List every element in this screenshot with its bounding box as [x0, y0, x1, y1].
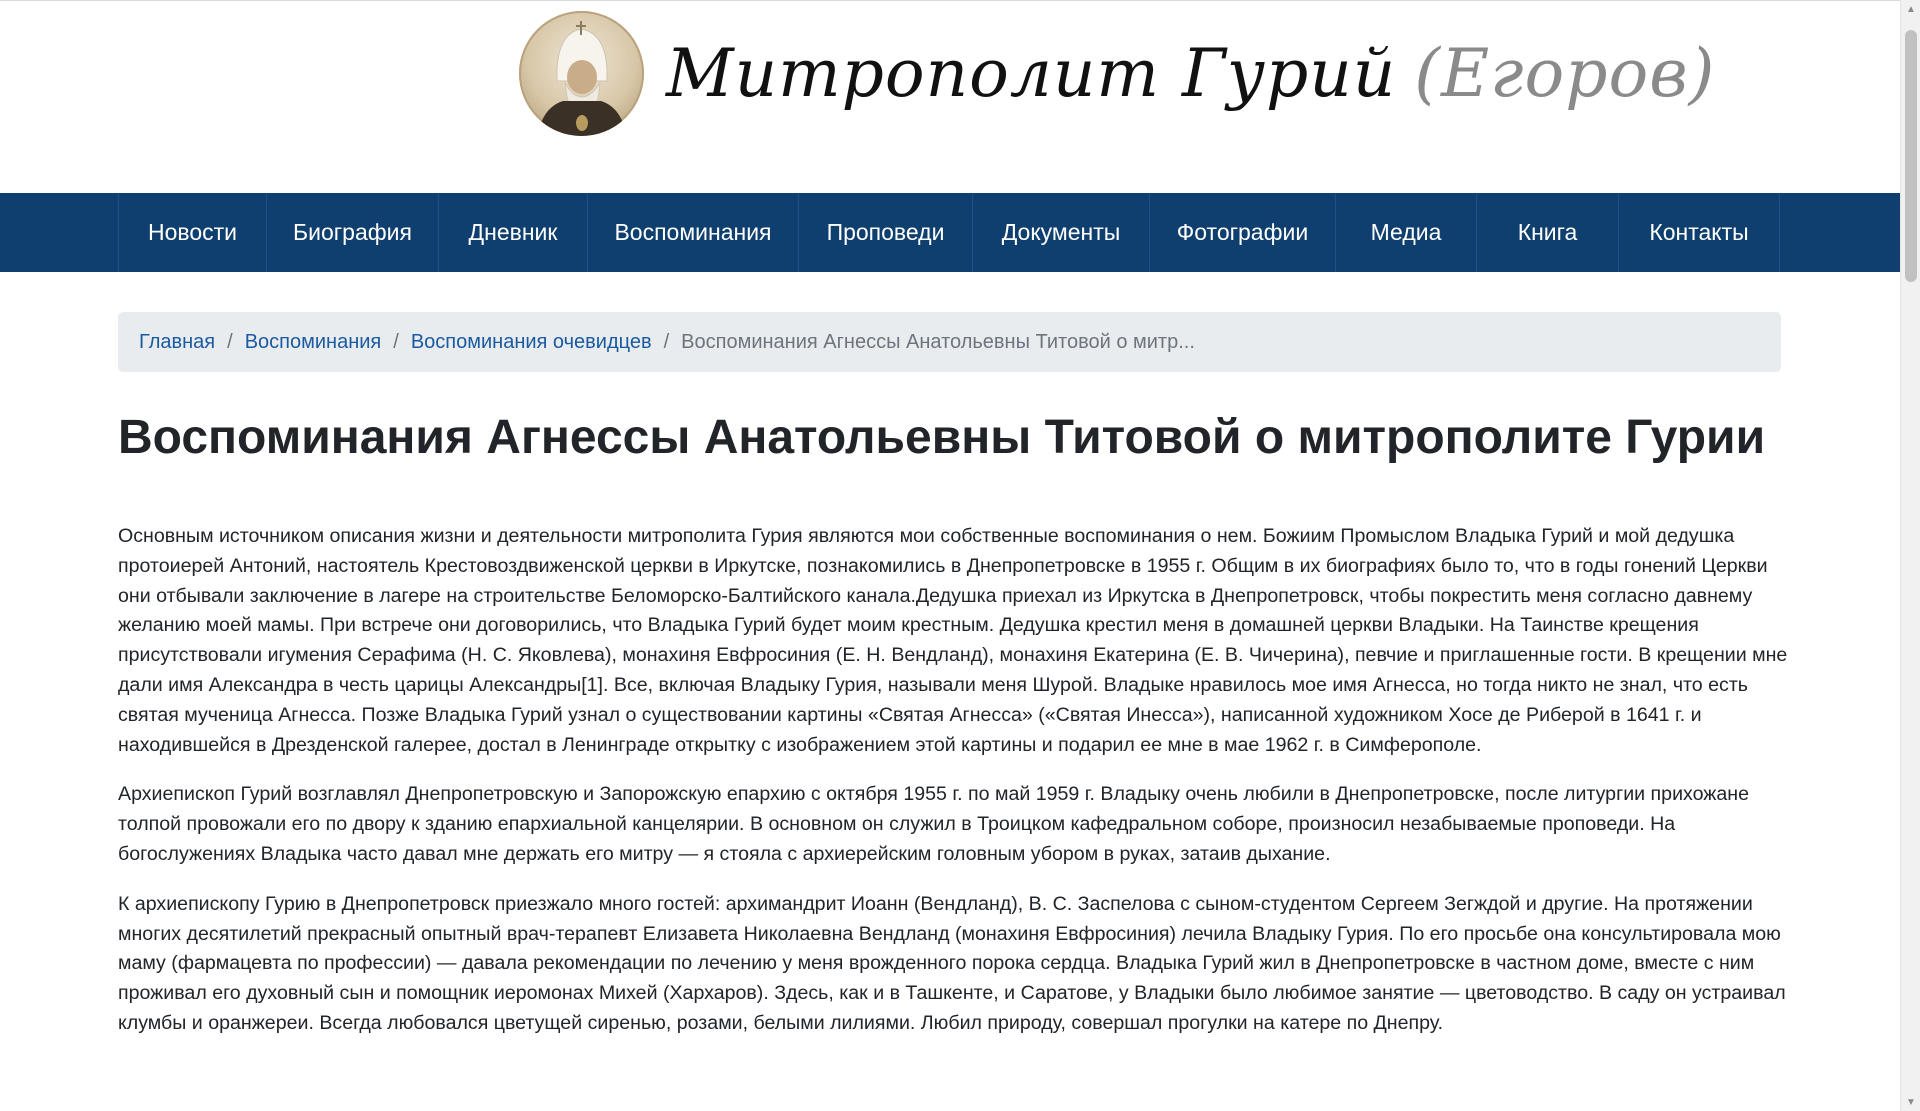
breadcrumb-eyewitness-link[interactable]: Воспоминания очевидцев: [410, 330, 652, 353]
site-header: [0, 0, 1900, 193]
breadcrumb-separator: /: [663, 330, 670, 353]
logo-surname: (Егоров): [1414, 34, 1716, 112]
article-paragraph: К архиепископу Гурию в Днепропетровск приезжало много гостей: архимандрит Иоанн (Вендланд), В. С. Заспелова с сыном-студентом Сергеем Зегждой и другие. На протяжении многих десятилетий прекрасный опытный врач-терапевт Елизавета Николаевна Вендланд (монахиня Евфросиния) лечила Владыку Гурия. По его просьбе она консультировала мою маму (фармацевта по профессии) — давала рекомендации по лечению у меня врожденного порока сердца. Владыка Гурий жил в Днепропетровске в частном доме, вместе с ним проживал его духовный сын и помощник иеромонах Михей (Хархаров). Здесь, как и в Ташкенте, и Саратове, у Владыки было любимое занятие — цветоводство. В саду он устраивал клумбы и оранжереи. Всегда любовался цветущей сиренью, розами, белыми лилиями. Любил природу, совершал прогулки на катере по Днепру.: [118, 892, 1786, 1034]
site-logo[interactable]: [519, 9, 1715, 137]
logo-name: Митрополит Гурий: [666, 34, 1397, 112]
nav-item-book[interactable]: Книга: [1477, 193, 1619, 272]
scroll-down-arrow-icon[interactable]: ▼: [1906, 1096, 1916, 1108]
nav-item-documents[interactable]: Документы: [973, 193, 1150, 272]
nav-item-contacts[interactable]: Контакты: [1619, 193, 1780, 272]
nav-item-diary[interactable]: Дневник: [439, 193, 588, 272]
portrait-icon: [519, 11, 644, 136]
nav-item-media[interactable]: Медиа: [1336, 193, 1477, 272]
vertical-scrollbar[interactable]: [1900, 0, 1920, 1111]
breadcrumb-separator: /: [393, 330, 399, 353]
breadcrumb: [118, 312, 1781, 372]
article-paragraph: Архиепископ Гурий возглавлял Днепропетровскую и Запорожскую епархию с октября 1955 г. по май 1959 г. Владыку очень любили в Днепропетровске, после литургии прихожане толпой провожали его по двору к зданию епархиальной канцелярии. В основном он служил в Троицком кафедральном соборе, произносил незабываемые проповеди. На богослужениях Владыка часто давал мне держать его митру — я стояла с архиерейским головным убором в руках, затаив дыхание.: [118, 783, 1749, 865]
nav-item-memories[interactable]: Воспоминания: [588, 193, 799, 272]
nav-item-news[interactable]: Новости: [119, 193, 267, 272]
site-logo-text: [666, 35, 1715, 112]
breadcrumb-memories-link[interactable]: Воспоминания: [244, 330, 382, 353]
scrollbar-thumb[interactable]: [1905, 30, 1917, 282]
nav-list: [118, 193, 1780, 272]
page-title: Воспоминания Агнессы Анатольевны Титовой о митрополите Гурии: [118, 411, 1766, 464]
scroll-up-arrow-icon[interactable]: ▲: [1906, 3, 1916, 15]
breadcrumb-current: Воспоминания Агнессы Анатольевны Титовой о митр...: [681, 330, 1195, 353]
article-paragraph: Основным источником описания жизни и деятельности митрополита Гурия являются мои собственные воспоминания о нем. Божиим Промыслом Владыка Гурий и мой дедушка протоиерей Антоний, настоятель Крестовоздвиженской церкви в Иркутске, познакомились в Днепропетровске в 1955 г. Общим в их биографиях было то, что в годы гонений Церкви они отбывали заключение в лагере на строительстве Беломорско-Балтийского канала.Дедушка приехал из Иркутска в Днепропетровск, чтобы покрестить меня согласно давнему желанию моей мамы. При встрече они договорились, что Владыка Гурий будет моим крестным. Дедушка крестил меня в домашней церкви Владыки. На Таинстве крещения присутствовали игумения Серафима (Н. С. Яковлева), монахиня Евфросиния (Е. Н. Вендланд), монахиня Екатерина (Е. В. Чичерина), певчие и приглашенные гости. В крещении мне дали имя Александра в честь царицы Александры[1]. Все, включая Владыку Гурия, называли меня Шурой. Владыке нравилось мое имя Агнесса, но тогда никто не знал, что есть святая мученица Агнесса. Позже Владыка Гурий узнал о существовании картины «Святая Агнесса» («Святая Инесса»), написанной художником Хосе де Риберой в 1641 г. и находившейся в Дрезденской галерее, достал в Ленинграде открытку с изображением этой картины и подарил ее мне в мае 1962 г. в Симферополе.: [118, 525, 1788, 756]
nav-item-biography[interactable]: Биография: [267, 193, 439, 272]
main-navigation: [0, 193, 1900, 272]
nav-item-sermons[interactable]: Проповеди: [799, 193, 973, 272]
breadcrumb-home-link[interactable]: Главная: [139, 330, 216, 353]
nav-item-photos[interactable]: Фотографии: [1150, 193, 1336, 272]
article-body: [118, 522, 1788, 1059]
breadcrumb-separator: /: [227, 330, 233, 353]
